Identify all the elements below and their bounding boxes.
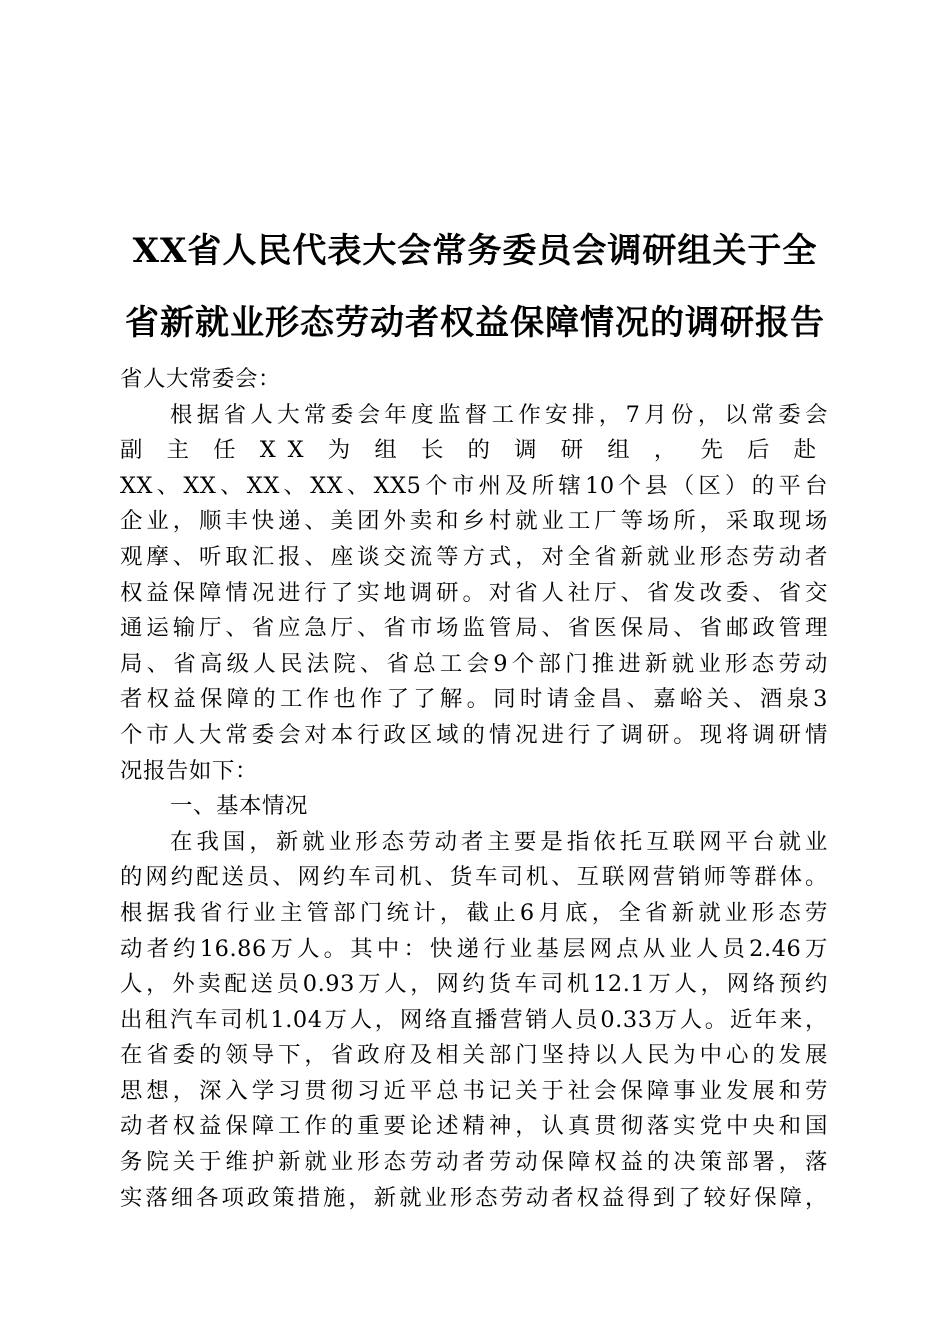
paragraph-line: XX、XX、XX、XX、XX5个市州及所辖10个县（区）的平台 bbox=[120, 472, 828, 499]
paragraph-line: 权益保障情况进行了实地调研。对省人社厅、省发改委、省交 bbox=[120, 579, 828, 606]
paragraph-line: 者权益保障的工作也作了了解。同时请金昌、嘉峪关、酒泉3 bbox=[120, 686, 828, 713]
report-title bbox=[110, 215, 840, 359]
paragraph-line: 出租汽车司机1.04万人，网络直播营销人员0.33万人。近年来， bbox=[120, 1006, 828, 1033]
paragraph-line: 人，外卖配送员0.93万人，网约货车司机12.1万人，网络预约 bbox=[120, 971, 828, 998]
salutation: 省人大常委会： bbox=[120, 366, 281, 392]
paragraph-line: 实落细各项政策措施，新就业形态劳动者权益得到了较好保障， bbox=[120, 1184, 828, 1211]
intro-paragraph bbox=[120, 398, 828, 790]
paragraph-line: 观摩、听取汇报、座谈交流等方式，对全省新就业形态劳动者 bbox=[120, 543, 828, 570]
title-line-1: XX省人民代表大会常务委员会调研组关于全 bbox=[132, 230, 818, 271]
paragraph-line: 务院关于维护新就业形态劳动者劳动保障权益的决策部署，落 bbox=[120, 1149, 828, 1176]
paragraph-line: 的网约配送员、网约车司机、货车司机、互联网营销师等群体。 bbox=[120, 864, 828, 891]
paragraph-line: 思想，深入学习贯彻习近平总书记关于社会保障事业发展和劳 bbox=[120, 1077, 828, 1104]
paragraph-line: 在我国，新就业形态劳动者主要是指依托互联网平台就业 bbox=[170, 828, 828, 855]
paragraph-line: 根据省人大常委会年度监督工作安排，7月份，以常委会 bbox=[170, 401, 828, 428]
paragraph-line: 局、省高级人民法院、省总工会9个部门推进新就业形态劳动 bbox=[120, 650, 828, 677]
paragraph-line: 动者约16.86万人。其中：快递行业基层网点从业人员2.46万 bbox=[120, 935, 828, 962]
paragraph-line: 通运输厅、省应急厅、省市场监管局、省医保局、省邮政管理 bbox=[120, 615, 828, 642]
paragraph-line: 根据我省行业主管部门统计，截止6月底，全省新就业形态劳 bbox=[120, 899, 828, 926]
title-line-2: 省新就业形态劳动者权益保障情况的调研报告 bbox=[125, 302, 825, 343]
paragraph-line: 企业，顺丰快递、美团外卖和乡村就业工厂等场所，采取现场 bbox=[120, 508, 828, 535]
paragraph-line: 况报告如下： bbox=[120, 757, 258, 784]
paragraph-line: 副主任XX为组长的调研组，先后赴 bbox=[120, 437, 828, 464]
report-body bbox=[120, 362, 828, 1216]
section-heading-basic-situation: 一、基本情况 bbox=[170, 793, 308, 820]
paragraph-line: 在省委的领导下，省政府及相关部门坚持以人民为中心的发展 bbox=[120, 1042, 828, 1069]
paragraph-line: 个市人大常委会对本行政区域的情况进行了调研。现将调研情 bbox=[120, 721, 828, 748]
paragraph-line: 动者权益保障工作的重要论述精神，认真贯彻落实党中央和国 bbox=[120, 1113, 828, 1140]
basic-situation-paragraph bbox=[120, 825, 828, 1217]
